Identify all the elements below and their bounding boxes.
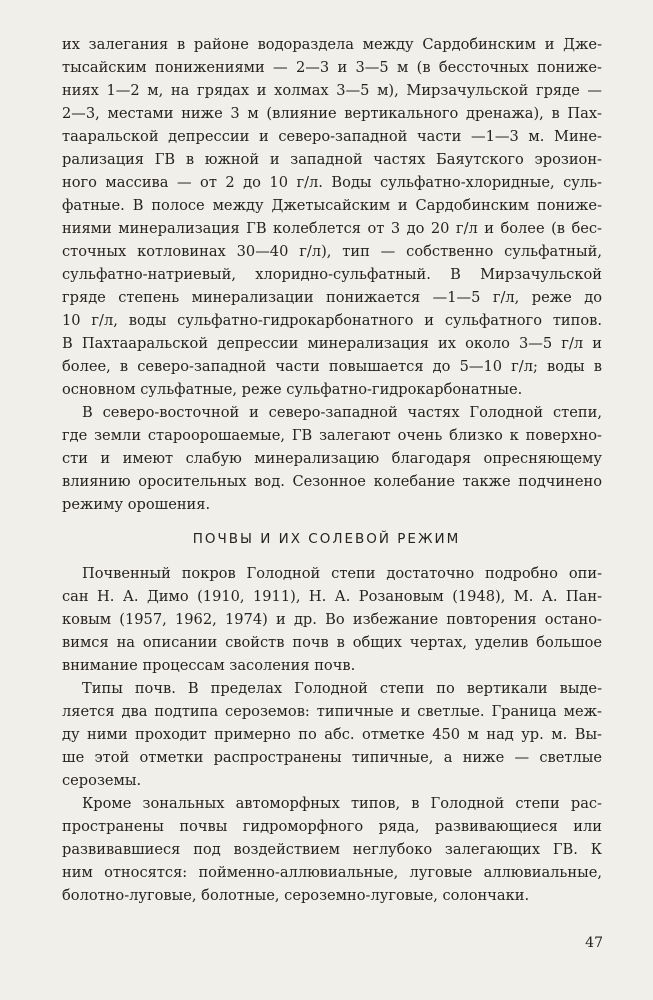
text-line: развивавшиеся под воздействием неглубоко залегающих ГВ. К (62, 841, 602, 858)
text-line: где земли староорошаемые, ГВ залегают очень близко к поверхно- (62, 427, 602, 444)
text-line: В Пахтааральской депрессии минерализация их около 3—5 г/л и (62, 335, 602, 352)
text-line: рализация ГВ в южной и западной частях Баяутского эрозион- (62, 151, 602, 168)
page-number: 47 (585, 935, 603, 951)
text-line: сероземы. (62, 772, 142, 789)
text-line: ду ними проходит примерно по абс. отметке 450 м над ур. м. Вы- (62, 726, 602, 743)
text-line: ного массива — от 2 до 10 г/л. Воды сульфатно-хлоридные, суль- (62, 174, 602, 191)
text-line: ниями минерализация ГВ колеблется от 3 до 20 г/л и более (в бес- (62, 220, 602, 237)
text-line: сульфатно-натриевый, хлоридно-сульфатный. В Мирзачульской (62, 266, 602, 283)
text-line: внимание процессам засоления почв. (62, 657, 356, 674)
text-line: их залегания в районе водораздела между Сардобинским и Дже- (62, 36, 602, 53)
text-line: ниях 1—2 м, на грядах и холмах 3—5 м), Мирзачульской гряде — (62, 82, 602, 99)
text-line: тысайским понижениями — 2—3 и 3—5 м (в бессточных пониже- (62, 59, 602, 76)
text-line: сан Н. А. Димо (1910, 1911), Н. А. Розановым (1948), М. А. Пан- (62, 588, 602, 605)
text-line: пространены почвы гидроморфного ряда, развивающиеся или (62, 818, 602, 835)
text-line: В северо-восточной и северо-западной частях Голодной степи, (82, 404, 602, 421)
text-line: Почвенный покров Голодной степи достаточно подробно опи- (82, 565, 602, 582)
text-line: сти и имеют слабую минерализацию благодаря опресняющему (62, 450, 602, 467)
text-line: вимся на описании свойств почв в общих чертах, уделив большое (62, 634, 602, 651)
text-line: Типы почв. В пределах Голодной степи по вертикали выде- (82, 680, 602, 697)
text-line: ним относятся: пойменно-аллювиальные, луговые аллювиальные, (62, 864, 602, 881)
text-line: гряде степень минерализации понижается —1—5 г/л, реже до (62, 289, 602, 306)
text-line: сточных котловинах 30—40 г/л), тип — собственно сульфатный, (62, 243, 602, 260)
text-line: болотно-луговые, болотные, сероземно-луговые, солончаки. (62, 887, 530, 904)
text-line: 10 г/л, воды сульфатно-гидрокарбонатного и сульфатного типов. (62, 312, 602, 329)
text-line: ляется два подтипа сероземов: типичные и светлые. Граница меж- (62, 703, 602, 720)
text-line: основном сульфатные, реже сульфатно-гидрокарбонатные. (62, 381, 523, 398)
text-line: Кроме зональных автоморфных типов, в Голодной степи рас- (82, 795, 602, 812)
text-line: фатные. В полосе между Джетысайским и Сардобинским пониже- (62, 197, 602, 214)
text-line: влиянию оросительных вод. Сезонное колебание также подчинено (62, 473, 602, 490)
text-line: ковым (1957, 1962, 1974) и др. Во избежание повторения остано- (62, 611, 602, 628)
section-heading: ПОЧВЫ И ИХ СОЛЕВОЙ РЕЖИМ (192, 531, 461, 547)
text-line: ше этой отметки распространены типичные, а ниже — светлые (62, 749, 602, 766)
text-line: 2—3, местами ниже 3 м (влияние вертикального дренажа), в Пах- (62, 105, 602, 122)
text-line: режиму орошения. (62, 496, 211, 513)
text-line: тааральской депрессии и северо-западной части —1—3 м. Мине- (62, 128, 602, 145)
text-line: более, в северо-западной части повышается до 5—10 г/л; воды в (62, 358, 602, 375)
